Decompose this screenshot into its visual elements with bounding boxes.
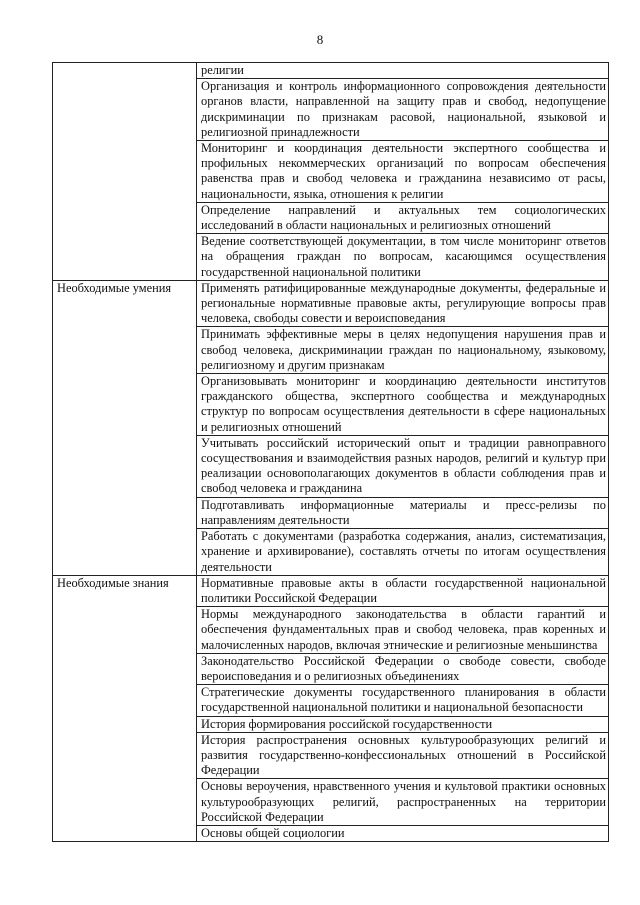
- list-item: Подготавливать информационные материалы и пресс-релизы по направлениям деятельности: [197, 497, 609, 528]
- list-item: Применять ратифицированные международные документы, федеральные и региональные нормативные правовые акты, регулирующие вопросы прав человека, свободы совести и вероисповедания: [197, 280, 609, 327]
- list-item: Работать с документами (разработка содержания, анализ, систематизация, хранение и архивирование), составлять отчеты по итогам осуществления деятельности: [197, 529, 609, 576]
- list-item: История формирования российской государственности: [197, 716, 609, 732]
- list-item: Ведение соответствующей документации, в том числе мониторинг ответов на обращения граждан по вопросам, касающимся осуществления государственной национальной политики: [197, 234, 609, 281]
- list-item: Мониторинг и координация деятельности экспертного сообщества и профильных некоммерческих организаций по вопросам обеспечения равенства прав и свобод человека и гражданина независимо от расы, национальности, языка, отношения к религии: [197, 141, 609, 203]
- list-item: Определение направлений и актуальных тем социологических исследований в области национальных и религиозных отношений: [197, 202, 609, 233]
- list-item: Законодательство Российской Федерации о свободе совести, свободе вероисповедания и о религиозных объединениях: [197, 653, 609, 684]
- section-label-skills: Необходимые умения: [53, 280, 197, 575]
- section-label-knowledge: Необходимые знания: [53, 575, 197, 841]
- table-row: [53, 575, 609, 606]
- list-item: религии: [197, 63, 609, 79]
- list-item: Организация и контроль информационного сопровождения деятельности органов власти, направленной на защиту прав и свобод, недопущение дискриминации по признакам расовой, национальной, языковой и религиозной принадлежности: [197, 79, 609, 141]
- list-item: Основы вероучения, нравственного учения и культовой практики основных культурообразующих религий, распространенных на территории Российской Федерации: [197, 779, 609, 826]
- section-label: [53, 63, 197, 281]
- list-item: Учитывать российский исторический опыт и традиции равноправного сосуществования и взаимодействия разных народов, религий и культур при реализации основополагающих документов в области соблюдения прав и свобод человека и гражданина: [197, 435, 609, 497]
- list-item: Принимать эффективные меры в целях недопущения нарушения прав и свобод человека, дискриминации граждан по национальному, языковому, религиозному и другим признакам: [197, 327, 609, 374]
- page-number: 8: [316, 32, 324, 47]
- list-item: Организовывать мониторинг и координацию деятельности институтов гражданского общества, экспертного сообщества и международных структур по вопросам осуществления деятельности в сфере национальных и религиозных отношений: [197, 374, 609, 436]
- table-row: [53, 280, 609, 327]
- list-item: Нормы международного законодательства в области гарантий и обеспечения фундаментальных прав и свобод человека, прав коренных и малочисленных народов, включая этнические и религиозные меньшинства: [197, 607, 609, 654]
- list-item: Основы общей социологии: [197, 825, 609, 841]
- list-item: Стратегические документы государственного планирования в области государственной национальной политики и национальной безопасности: [197, 685, 609, 716]
- list-item: История распространения основных культурообразующих религий и развития государственно-конфессиональных отношений в Российской Федерации: [197, 732, 609, 779]
- requirements-table: [52, 62, 609, 842]
- list-item: Нормативные правовые акты в области государственной национальной политики Российской Федерации: [197, 575, 609, 606]
- table-row: [53, 63, 609, 79]
